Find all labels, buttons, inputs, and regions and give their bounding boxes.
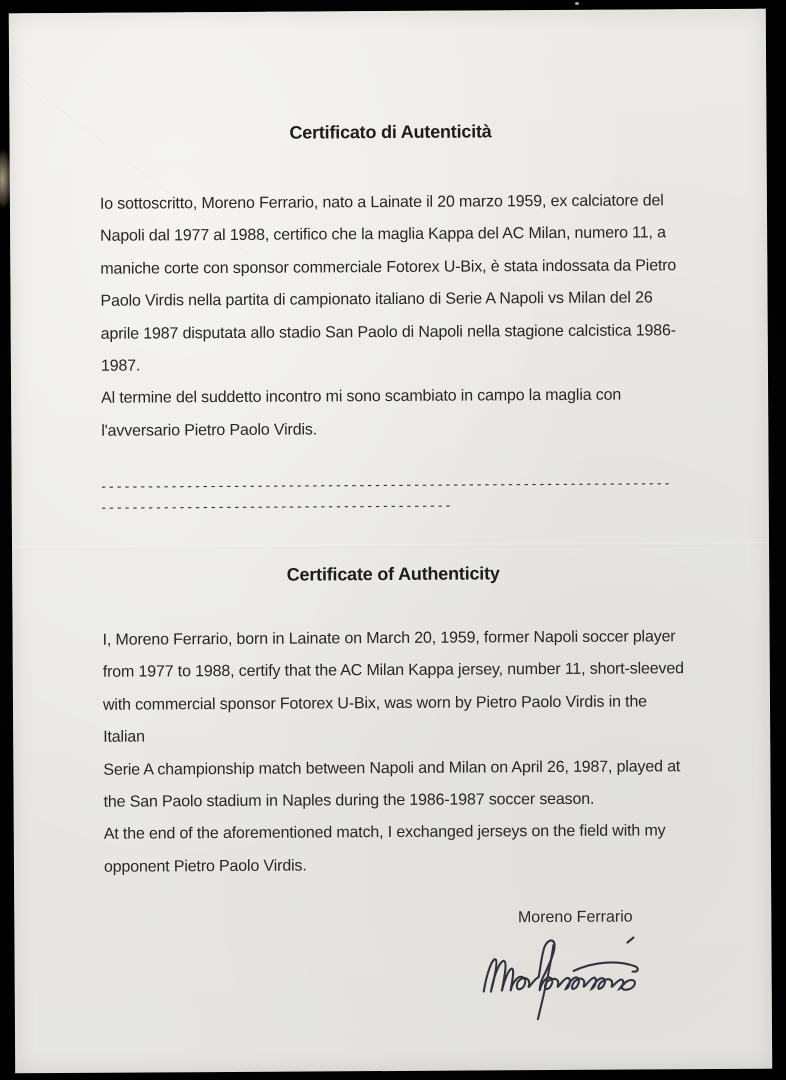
text-line: aprile 1987 disputata allo stadio San Paolo di Napoli nella stagione calcistica 1986- — [100, 321, 676, 343]
certificate-paper — [9, 9, 772, 1074]
text-line: with commercial sponsor Fotorex U-Bix, was worn by Pietro Paolo Virdis in the — [102, 693, 647, 714]
english-title: Certificate of Authenticity — [286, 563, 500, 585]
text-line: from 1977 to 1988, certify that the AC Milan Kappa jersey, number 11, short-sleeved — [102, 660, 684, 682]
text-line: opponent Pietro Paolo Virdis. — [103, 857, 307, 876]
text-line: Serie A championship match between Napoli and Milan on April 26, 1987, played at — [103, 757, 681, 779]
text-line: Napoli dal 1977 al 1988, certifico che la maglia Kappa del AC Milan, numero 11, a — [100, 224, 666, 246]
italian-title: Certificato di Autenticità — [289, 121, 492, 143]
text-line: the San Paolo stadium in Naples during the 1986-1987 soccer season. — [103, 790, 595, 811]
text-line: At the end of the aforementioned match, I exchanged jerseys on the field with my — [103, 822, 666, 844]
horizontal-fold-crease — [12, 542, 769, 551]
signatory-printed-name: Moreno Ferrario — [517, 908, 633, 927]
dust-speck — [575, 2, 579, 5]
dashed-divider — [100, 473, 720, 519]
italian-body-paragraph — [100, 185, 702, 448]
text-line: 1987. — [100, 357, 141, 375]
text-line: Io sottoscritto, Moreno Ferrario, nato a Lainate il 20 marzo 1959, ex calciatore del — [99, 192, 664, 213]
handwritten-signature — [475, 934, 656, 1027]
text-line: I, Moreno Ferrario, born in Lainate on March 20, 1959, former Napoli soccer player — [102, 628, 676, 649]
text-line: Al termine del suddetto incontro mi sono scambiato in campo la maglia con — [101, 386, 622, 408]
text-line: l'avversario Pietro Paolo Virdis. — [101, 421, 318, 440]
signature-block — [480, 908, 670, 927]
text-line: Italian — [103, 728, 145, 746]
text-line: maniche corte con sponsor commerciale Fotorex U-Bix, è stata indossata da Pietro — [100, 257, 677, 278]
dashed-line-2: --------------------------------------------- — [99, 498, 453, 516]
text-line: Paolo Virdis nella partita di campionato italiano di Serie A Napoli vs Milan del 26 — [100, 289, 653, 310]
dashed-line-1: ------------------------------------------------------------------------- — [99, 476, 672, 495]
english-body-paragraph — [103, 621, 705, 884]
